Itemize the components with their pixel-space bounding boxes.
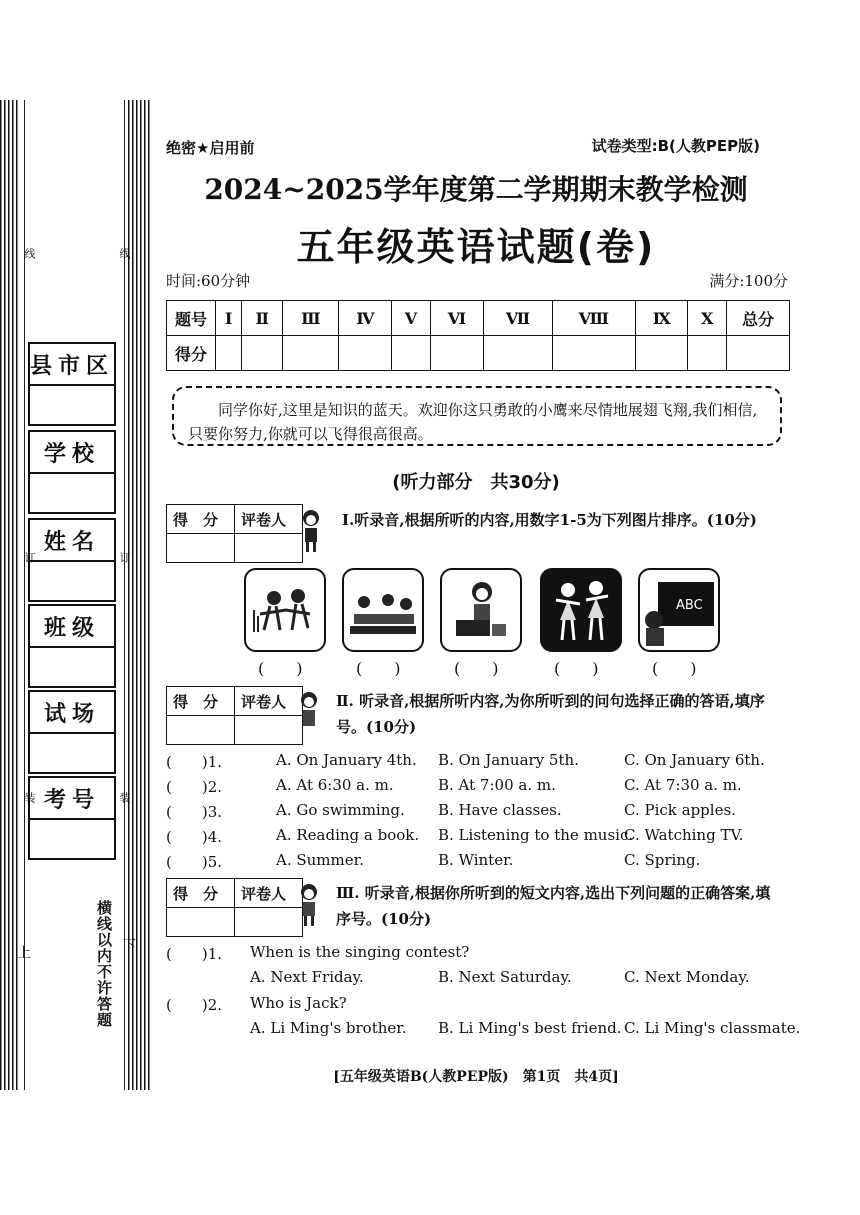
question-number[interactable]: ( )3.: [166, 803, 223, 821]
score-cell[interactable]: [635, 336, 687, 371]
info-label: 学校: [30, 432, 114, 474]
binding-stripes-left: [0, 100, 20, 1090]
info-box-exam-number: [28, 776, 116, 860]
score-head-cell: Ⅹ: [688, 301, 727, 336]
question-number[interactable]: ( )4.: [166, 828, 223, 846]
score-head-cell: 总分: [727, 301, 790, 336]
answer-blank[interactable]: ( ): [554, 659, 599, 678]
question-number[interactable]: ( )5.: [166, 853, 223, 871]
girl-cartoon-icon: [296, 690, 322, 738]
info-field[interactable]: [30, 648, 114, 686]
info-field[interactable]: [30, 562, 114, 600]
part1-title: Ⅰ.听录音,根据所听的内容,用数字1-5为下列图片排序。(10分): [342, 511, 757, 529]
info-box-room: [28, 690, 116, 774]
paper-type: 试卷类型:B(人教PEP版): [591, 137, 760, 155]
part3-title: Ⅲ. 听录音,根据你所听到的短文内容,选出下列问题的正确答案,填序号。(10分): [336, 884, 771, 928]
score-cell[interactable]: [392, 336, 431, 371]
score-cell[interactable]: [216, 336, 242, 371]
confidential-label: 绝密★启用前: [166, 139, 255, 157]
grading-score-field[interactable]: [167, 716, 235, 745]
score-cell[interactable]: [484, 336, 552, 371]
grading-grader-label: 评卷人: [235, 879, 303, 908]
score-head-cell: Ⅶ: [484, 301, 552, 336]
score-head-cell: 题号: [167, 301, 216, 336]
boy-cartoon-icon: [296, 882, 322, 930]
binding-mark-up: 上: [15, 945, 31, 959]
info-field[interactable]: [30, 474, 114, 512]
grading-score-label: 得 分: [167, 687, 235, 716]
picture-4: [540, 568, 622, 652]
full-score: 满分:100分: [709, 272, 788, 290]
score-table-header-row: [167, 301, 790, 336]
page-footer: [五年级英语B(人教PEP版) 第1页 共4页]: [333, 1069, 619, 1085]
option-c: C. On January 6th.: [624, 751, 765, 769]
score-head-cell: Ⅸ: [635, 301, 687, 336]
no-answer-notice: 横线以内不许答题: [95, 900, 113, 1028]
option-b: B. Li Ming's best friend.: [438, 1019, 622, 1037]
info-field[interactable]: [30, 820, 114, 858]
question-text: When is the singing contest?: [250, 943, 470, 961]
option-a: A. Go swimming.: [276, 801, 405, 819]
score-cell[interactable]: [283, 336, 339, 371]
option-c: C. Li Ming's classmate.: [624, 1019, 801, 1037]
option-c: C. Next Monday.: [624, 968, 750, 986]
score-head-cell: Ⅲ: [283, 301, 339, 336]
option-a: A. Reading a book.: [276, 826, 420, 844]
score-row-label: 得分: [167, 336, 216, 371]
score-head-cell: Ⅵ: [430, 301, 483, 336]
binding-mark-seal: 订: [23, 552, 36, 563]
option-c: C. Watching TV.: [624, 826, 744, 844]
score-cell[interactable]: [552, 336, 635, 371]
answer-blank[interactable]: ( ): [652, 659, 697, 678]
grading-score-label: 得 分: [167, 879, 235, 908]
score-head-cell: Ⅳ: [339, 301, 392, 336]
option-b: B. Listening to the music.: [438, 826, 634, 844]
grading-grader-field[interactable]: [235, 534, 303, 563]
picture-2: [342, 568, 424, 652]
answer-blank[interactable]: ( ): [258, 659, 303, 678]
listening-section-title: (听力部分 共30分): [392, 472, 560, 493]
score-cell[interactable]: [242, 336, 283, 371]
info-label: 考号: [30, 778, 114, 820]
score-cell[interactable]: [430, 336, 483, 371]
grading-grader-field[interactable]: [235, 908, 303, 937]
binding-mark-bind: 装: [118, 792, 131, 803]
grading-grader-field[interactable]: [235, 716, 303, 745]
girl-shopping-icon: [442, 570, 520, 650]
answer-blank[interactable]: ( ): [356, 659, 401, 678]
question-number[interactable]: ( )2.: [166, 778, 223, 796]
score-table-score-row: [167, 336, 790, 371]
option-c: C. Pick apples.: [624, 801, 736, 819]
part2-title: Ⅱ. 听录音,根据所听内容,为你所听到的问句选择正确的答语,填序号。(10分): [336, 692, 765, 736]
picture-3: [440, 568, 522, 652]
family-picnic-icon: [344, 570, 422, 650]
grading-grader-label: 评卷人: [235, 687, 303, 716]
grading-box: [166, 504, 303, 563]
grading-box: [166, 878, 303, 937]
score-head-cell: Ⅰ: [216, 301, 242, 336]
info-label: 县市区: [30, 344, 114, 386]
welcome-notice: 同学你好,这里是知识的蓝天。欢迎你这只勇敢的小鹰来尽情地展翅飞翔,我们相信,只要你努力,你就可以飞得很高很高。: [172, 386, 782, 446]
info-label: 姓名: [30, 520, 114, 562]
question-number[interactable]: ( )2.: [166, 996, 223, 1014]
picture-5: [638, 568, 720, 652]
info-box-school: [28, 430, 116, 514]
option-a: A. Summer.: [276, 851, 364, 869]
answer-blank[interactable]: ( ): [454, 659, 499, 678]
exam-time: 时间:60分钟: [166, 272, 251, 290]
dancing-girls-icon: [542, 570, 620, 650]
grading-score-label: 得 分: [167, 505, 235, 534]
picture-1: [244, 568, 326, 652]
info-label: 试场: [30, 692, 114, 734]
binding-mark-down: 下: [120, 938, 136, 952]
blackboard-text: ABC: [676, 598, 703, 613]
option-b: B. Have classes.: [438, 801, 562, 819]
score-table: [166, 300, 790, 371]
info-label: 班级: [30, 606, 114, 648]
score-head-cell: Ⅷ: [552, 301, 635, 336]
option-a: A. Next Friday.: [250, 968, 364, 986]
option-a: A. On January 4th.: [276, 751, 417, 769]
score-cell[interactable]: [339, 336, 392, 371]
binding-mark-line: 线: [118, 248, 131, 259]
score-head-cell: Ⅱ: [242, 301, 283, 336]
playing-children-icon: [246, 570, 324, 650]
option-b: B. Winter.: [438, 851, 514, 869]
binding-mark-bind: 装: [23, 792, 36, 803]
option-a: A. At 6:30 a. m.: [276, 776, 394, 794]
exam-title: 2024~2025学年度第二学期期末教学检测: [204, 173, 748, 206]
info-box-county: [28, 342, 116, 426]
info-field[interactable]: [30, 734, 114, 772]
option-b: B. On January 5th.: [438, 751, 579, 769]
option-a: A. Li Ming's brother.: [250, 1019, 407, 1037]
option-b: B. Next Saturday.: [438, 968, 572, 986]
girl-cartoon-icon: [298, 508, 324, 556]
exam-subtitle: 五年级英语试题(卷): [296, 225, 656, 269]
question-number[interactable]: ( )1.: [166, 753, 223, 771]
binding-mark-line: 线: [23, 248, 36, 259]
grading-box: [166, 686, 303, 745]
grading-score-field[interactable]: [167, 908, 235, 937]
score-head-cell: Ⅴ: [392, 301, 431, 336]
option-b: B. At 7:00 a. m.: [438, 776, 556, 794]
binding-mark-seal: 订: [118, 552, 131, 563]
info-field[interactable]: [30, 386, 114, 424]
grading-score-field[interactable]: [167, 534, 235, 563]
grading-grader-label: 评卷人: [235, 505, 303, 534]
option-c: C. Spring.: [624, 851, 701, 869]
info-box-name: [28, 518, 116, 602]
question-number[interactable]: ( )1.: [166, 945, 223, 963]
option-c: C. At 7:30 a. m.: [624, 776, 742, 794]
score-cell[interactable]: [727, 336, 790, 371]
info-box-class: [28, 604, 116, 688]
question-text: Who is Jack?: [250, 994, 347, 1012]
score-cell[interactable]: [688, 336, 727, 371]
